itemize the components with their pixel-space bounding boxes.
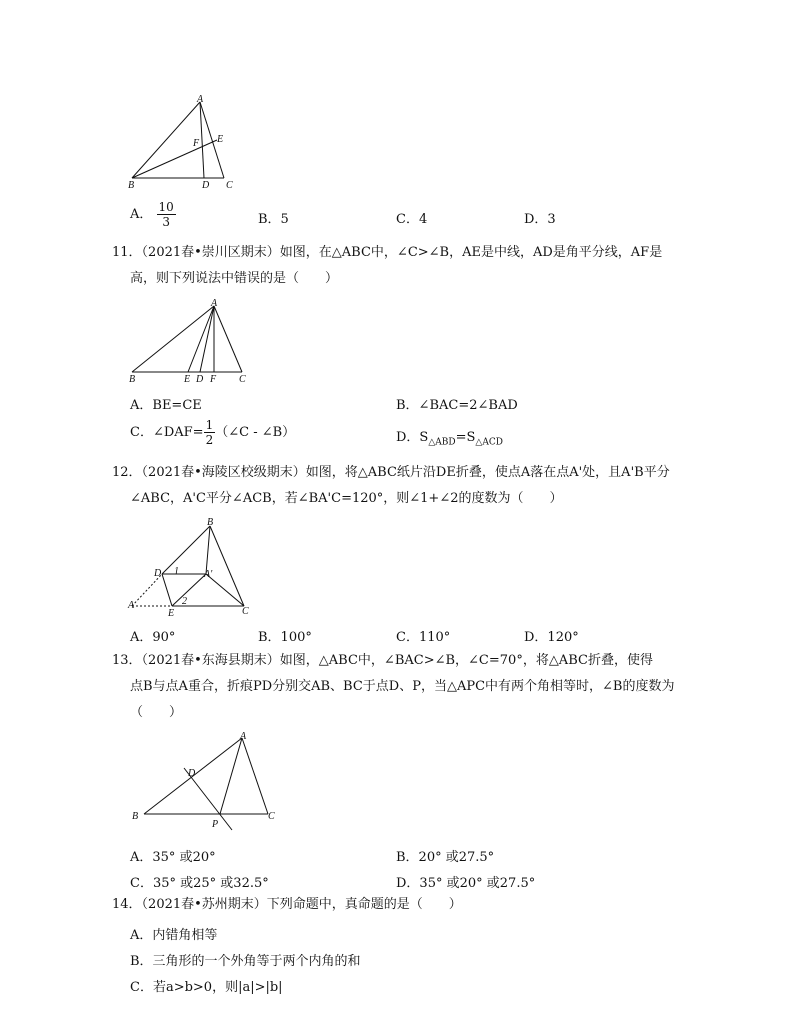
figure-q13 — [124, 730, 284, 834]
q12-line2: ∠ABC，A'C平分∠ACB，若∠BA'C=120°，则∠1+∠2的度数为（ ） — [130, 491, 563, 506]
label-D: D — [188, 768, 196, 779]
label-A: A — [240, 731, 247, 742]
q11-option-c-suffix: （∠C - ∠B） — [215, 425, 296, 440]
q10-option-c: C．4 — [396, 212, 428, 227]
q11-option-c-prefix: C．∠DAF= — [130, 425, 204, 440]
q14-option-b: B．三角形的一个外角等于两个内角的和 — [130, 954, 361, 969]
q13-option-b: B．20° 或27.5° — [396, 850, 495, 865]
label-E: E — [217, 134, 224, 145]
q13-option-d: D．35° 或20° 或27.5° — [396, 876, 536, 891]
q12-line1: 12．（2021春•海陵区校级期末）如图，将△ABC纸片沿DE折叠，使点A落在点A'处，且A'B平分 — [112, 465, 670, 480]
figure-q11 — [120, 296, 260, 386]
figure-q12 — [120, 516, 260, 618]
label-A: A — [197, 94, 204, 105]
fraction-10-3 — [157, 200, 176, 229]
q11-option-a: A．BE=CE — [130, 398, 202, 413]
q11-line2: 高，则下列说法中错误的是（ ） — [130, 271, 339, 286]
q12-option-d: D．120° — [524, 630, 579, 645]
q11-option-b: B．∠BAC=2∠BAD — [396, 398, 518, 413]
q14-option-c: C．若a>b>0，则|a|>|b| — [130, 980, 283, 995]
q14-line1: 14．（2021春•苏州期末）下列命题中，真命题的是（ ） — [112, 897, 462, 912]
label-C: C — [242, 606, 249, 617]
q10-option-a-prefix: A． — [130, 207, 153, 222]
q14-option-a: A．内错角相等 — [130, 928, 218, 943]
q13-line3: （ ） — [130, 705, 183, 720]
q11-option-d-sub1: △ABD — [428, 437, 456, 448]
label-A: A — [211, 298, 218, 309]
label-A: A — [128, 600, 135, 611]
label-C: C — [226, 180, 233, 191]
label-B: B — [132, 811, 139, 822]
fraction-denominator: 3 — [162, 215, 170, 229]
fraction-numerator: 1 — [205, 418, 214, 432]
q11-option-c — [130, 418, 295, 447]
q12-option-b: B．100° — [258, 630, 312, 645]
label-D: D — [202, 180, 210, 191]
label-C: C — [239, 374, 246, 385]
q13-line2: 点B与点A重合，折痕PD分别交AB、BC于点D、P，当△APC中有两个角相等时，∠B的度数为 — [130, 679, 675, 694]
q13-option-c: C．35° 或25° 或32.5° — [130, 876, 269, 891]
label-A-prime: A' — [204, 569, 213, 580]
label-P: P — [212, 819, 219, 830]
label-F: F — [210, 374, 217, 385]
fraction-numerator: 10 — [158, 200, 174, 214]
label-F: F — [193, 138, 200, 149]
label-C: C — [268, 811, 275, 822]
figure-q10 — [120, 92, 250, 192]
label-B: B — [207, 517, 214, 528]
fraction-denominator: 2 — [205, 433, 214, 447]
label-B: B — [129, 374, 136, 385]
q11-option-d-sub2: △ACD — [475, 437, 503, 448]
q10-option-b: B．5 — [258, 212, 289, 227]
label-angle-1: 1 — [174, 566, 179, 577]
q13-line1: 13．（2021春•东海县期末）如图，△ABC中，∠BAC>∠B，∠C=70°，将△ABC折叠，使得 — [112, 653, 653, 668]
q12-option-a: A．90° — [130, 630, 176, 645]
q13-option-a: A．35° 或20° — [130, 850, 216, 865]
q11-option-d — [396, 426, 503, 448]
q11-line1: 11．（2021春•崇川区期末）如图，在△ABC中，∠C>∠B，AE是中线，AD是角平分线，AF是 — [112, 245, 663, 260]
q10-option-d: D．3 — [524, 212, 556, 227]
q10-option-a — [130, 200, 176, 229]
fraction-1-2 — [204, 418, 216, 447]
q12-option-c: C．110° — [396, 630, 451, 645]
label-D: D — [154, 568, 162, 579]
label-B: B — [128, 180, 135, 191]
label-E: E — [168, 608, 175, 618]
label-E: E — [184, 374, 191, 385]
label-D: D — [196, 374, 204, 385]
q11-option-d-mid: =S — [455, 430, 476, 445]
label-angle-2: 2 — [182, 596, 187, 607]
q11-option-d-prefix: D．S — [396, 430, 429, 445]
